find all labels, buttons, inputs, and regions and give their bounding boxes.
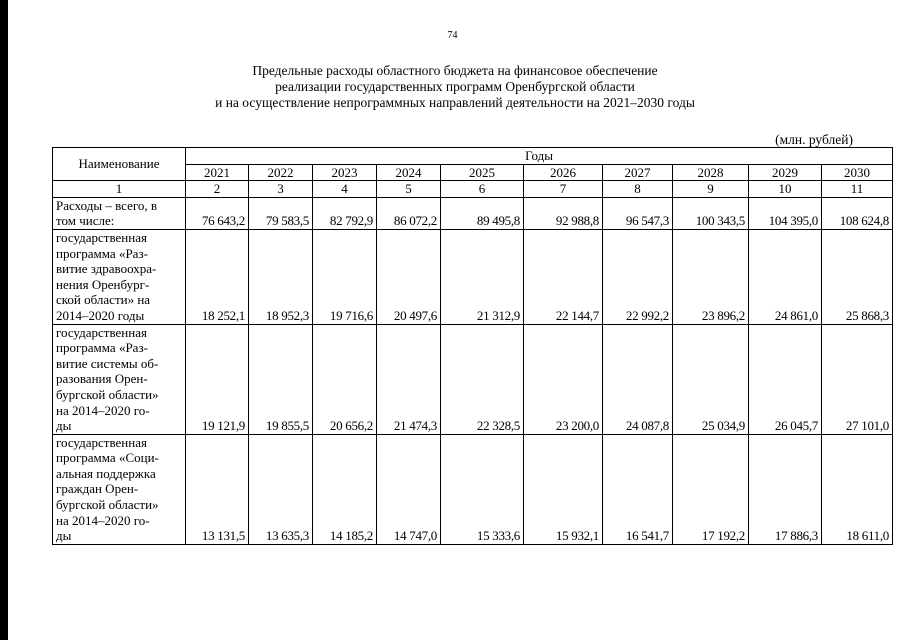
value-cell: 108 624,8: [822, 197, 893, 229]
value-cell: 19 121,9: [186, 324, 249, 434]
year-header: 2027: [603, 164, 673, 181]
row-name-line: 2014–2020 годы: [56, 307, 145, 323]
row-name-line: витие системы об-: [56, 355, 159, 371]
value-cell: 23 200,0: [524, 324, 603, 434]
year-header: 2028: [673, 164, 749, 181]
value-cell: 21 474,3: [377, 324, 441, 434]
value-cell: 26 045,7: [749, 324, 822, 434]
row-name-line: разования Орен-: [56, 371, 148, 387]
title-line-3: и на осуществление непрограммных направлений деятельности на 2021–2030 годы: [215, 95, 695, 110]
value-cell: 17 886,3: [749, 434, 822, 544]
row-name: [53, 324, 186, 434]
value-cell: 96 547,3: [603, 197, 673, 229]
value-cell: 86 072,2: [377, 197, 441, 229]
value-cell: 104 395,0: [749, 197, 822, 229]
row-name-line: альная поддержка: [56, 465, 156, 481]
value-cell: 22 144,7: [524, 229, 603, 324]
value-cell: 13 131,5: [186, 434, 249, 544]
value-cell: 92 988,8: [524, 197, 603, 229]
year-header: 2024: [377, 164, 441, 181]
column-number: 5: [377, 181, 441, 198]
row-name-line: ской области» на: [56, 292, 151, 308]
column-number: 10: [749, 181, 822, 198]
document-title: [150, 63, 760, 111]
value-cell: 27 101,0: [822, 324, 893, 434]
year-header: 2029: [749, 164, 822, 181]
name-header: Наименование: [53, 148, 186, 181]
value-cell: 20 656,2: [313, 324, 377, 434]
row-name-line: Расходы – всего, в: [56, 197, 157, 213]
row-name-line: государственная: [56, 324, 147, 340]
column-number: 2: [186, 181, 249, 198]
row-name-line: ды: [56, 528, 72, 544]
units-label: (млн. рублей): [775, 132, 853, 147]
row-name-line: витие здравоохра-: [56, 261, 157, 277]
value-cell: 23 896,2: [673, 229, 749, 324]
value-cell: 24 861,0: [749, 229, 822, 324]
row-name: [53, 434, 186, 544]
table-row: [53, 197, 893, 229]
table-row: [53, 229, 893, 324]
row-name-line: государственная: [56, 229, 147, 245]
value-cell: 15 932,1: [524, 434, 603, 544]
value-cell: 89 495,8: [441, 197, 524, 229]
row-name: [53, 229, 186, 324]
row-name-line: нения Оренбург-: [56, 276, 150, 292]
value-cell: 14 747,0: [377, 434, 441, 544]
year-header: 2026: [524, 164, 603, 181]
value-cell: 22 328,5: [441, 324, 524, 434]
title-line-2: реализации государственных программ Оренбургской области: [275, 79, 635, 94]
value-cell: 17 192,2: [673, 434, 749, 544]
row-name-line: программа «Соци-: [56, 450, 159, 466]
column-number: 3: [249, 181, 313, 198]
years-header: Годы: [186, 148, 893, 165]
value-cell: 15 333,6: [441, 434, 524, 544]
column-number: 8: [603, 181, 673, 198]
column-number: 4: [313, 181, 377, 198]
table-row: [53, 434, 893, 544]
year-header: 2022: [249, 164, 313, 181]
value-cell: 24 087,8: [603, 324, 673, 434]
row-name-line: бургской области»: [56, 386, 159, 402]
year-header: 2025: [441, 164, 524, 181]
table-body: [53, 197, 893, 544]
value-cell: 21 312,9: [441, 229, 524, 324]
table-row: [53, 324, 893, 434]
row-name-line: на 2014–2020 го-: [56, 402, 150, 418]
value-cell: 25 034,9: [673, 324, 749, 434]
row-name-line: бургской области»: [56, 497, 159, 513]
row-name-line: программа «Раз-: [56, 245, 148, 261]
value-cell: 25 868,3: [822, 229, 893, 324]
year-header: 2023: [313, 164, 377, 181]
page-number: 74: [447, 30, 458, 41]
value-cell: 22 992,2: [603, 229, 673, 324]
row-name-line: граждан Орен-: [56, 481, 139, 497]
value-cell: 20 497,6: [377, 229, 441, 324]
value-cell: 19 855,5: [249, 324, 313, 434]
column-number: 9: [673, 181, 749, 198]
row-name-line: государственная: [56, 434, 147, 450]
year-header: 2021: [186, 164, 249, 181]
row-name: [53, 197, 186, 229]
header-row-1: [53, 148, 893, 165]
row-name-line: на 2014–2020 го-: [56, 512, 150, 528]
scan-edge-bar: [0, 0, 8, 640]
value-cell: 18 611,0: [822, 434, 893, 544]
value-cell: 18 252,1: [186, 229, 249, 324]
column-number-row: [53, 181, 893, 198]
value-cell: 100 343,5: [673, 197, 749, 229]
value-cell: 13 635,3: [249, 434, 313, 544]
year-header: 2030: [822, 164, 893, 181]
row-name-line: ды: [56, 418, 72, 434]
row-name-line: том числе:: [56, 213, 115, 229]
value-cell: 16 541,7: [603, 434, 673, 544]
column-number: 11: [822, 181, 893, 198]
budget-table: [52, 147, 893, 545]
column-number: 1: [53, 181, 186, 198]
column-number: 7: [524, 181, 603, 198]
title-line-1: Предельные расходы областного бюджета на финансовое обеспечение: [252, 63, 658, 78]
value-cell: 18 952,3: [249, 229, 313, 324]
value-cell: 14 185,2: [313, 434, 377, 544]
value-cell: 82 792,9: [313, 197, 377, 229]
value-cell: 19 716,6: [313, 229, 377, 324]
row-name-line: программа «Раз-: [56, 340, 148, 356]
value-cell: 79 583,5: [249, 197, 313, 229]
value-cell: 76 643,2: [186, 197, 249, 229]
column-number: 6: [441, 181, 524, 198]
